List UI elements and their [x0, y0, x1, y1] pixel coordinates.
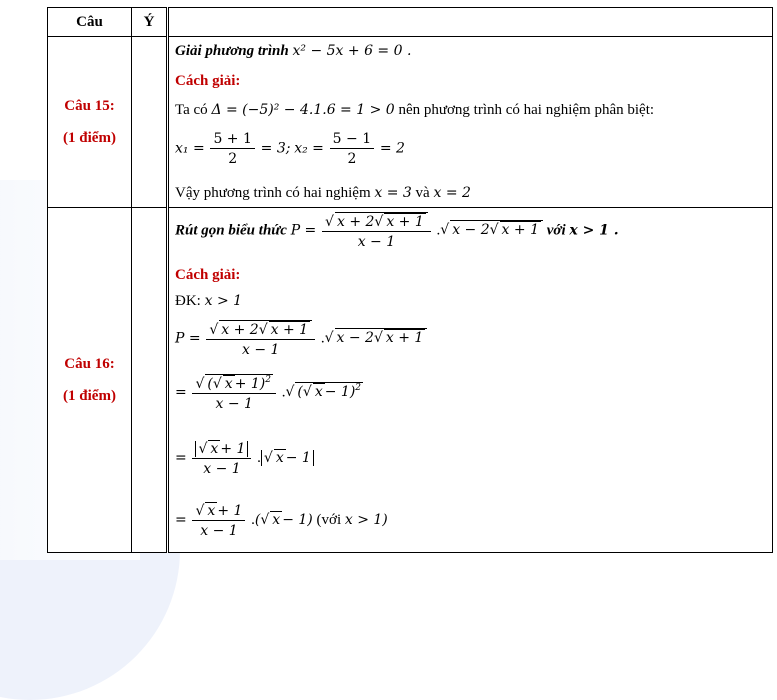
header-row — [48, 8, 773, 37]
q16-dk-condition: x > 1 — [204, 293, 243, 309]
q16-step2-second-root: √ (√ x − 1)$^2$ — [286, 384, 364, 400]
q16-step1-numerator — [206, 320, 315, 340]
question-15-points: (1 điểm) — [63, 130, 116, 146]
q16-step-2 — [175, 368, 772, 434]
question-16-label-cell — [48, 208, 132, 553]
q16-task-second-root — [440, 222, 543, 238]
q16-step1-inner-d: x + 1 — [385, 330, 424, 347]
q16-task-numerator — [322, 212, 431, 232]
q16-step2-dot: . — [281, 384, 286, 401]
q16-task-with: với — [546, 222, 566, 239]
q16-task-inner-b: x + 1 — [386, 214, 424, 230]
q15-line1-suffix: nên phương trình có hai nghiệm phân biệt: — [398, 102, 655, 118]
q16-task-condition: x > 1 . — [569, 222, 619, 239]
question-15-label: Câu 15: — [64, 98, 115, 114]
q16-step3-denominator: x − 1 — [203, 461, 241, 477]
q16-step1-p: P = — [175, 330, 201, 347]
q16-step3-abs — [261, 450, 314, 466]
q16-task-inner-d: x + 1 — [501, 222, 539, 239]
q16-step3-sx: x — [210, 441, 219, 457]
solution-table — [47, 7, 773, 553]
q16-dk-label: ĐK: — [175, 293, 201, 309]
q15-and: và — [415, 185, 430, 201]
question-15-content — [168, 37, 773, 208]
q15-discriminant: Δ = (−5)² − 4.1.6 = 1 > 0 — [211, 102, 395, 118]
q16-step3-numerator — [192, 440, 251, 459]
q15-x2-lhs: x₂ = — [294, 140, 324, 157]
q16-task-dot: . — [436, 222, 441, 239]
q15-x2-denominator: 2 — [347, 151, 357, 167]
q16-task-inner-c: x − 2 — [452, 222, 490, 239]
q16-step3-fraction — [192, 440, 251, 477]
q16-step3-sx-b: x — [275, 449, 284, 466]
q16-method-label: Cách giải: — [175, 267, 241, 283]
q16-step2-minus1: − 1 — [324, 384, 350, 401]
q16-step2-sx-b: x — [314, 384, 323, 401]
question-15-row — [48, 37, 773, 208]
q16-step-3 — [175, 434, 772, 498]
q15-conclusion-text: Vậy phương trình có hai nghiệm — [175, 185, 371, 201]
q16-step1-inner-b: x + 1 — [270, 322, 309, 338]
q15-x2-fraction — [330, 131, 374, 167]
q16-step4-fraction — [192, 502, 245, 539]
q16-step-4 — [175, 498, 772, 552]
question-16-content — [168, 208, 773, 553]
q16-step4-factor: (√ x − 1) — [255, 512, 313, 528]
question-16-part-cell — [132, 208, 168, 553]
q15-x1-lhs: x₁ = — [175, 140, 205, 157]
q16-step2-square-b: 2 — [355, 383, 362, 394]
q16-domain — [175, 288, 772, 314]
q15-task — [175, 43, 772, 67]
q16-step3-dot: . — [257, 449, 261, 466]
q16-step4-sx-b: x — [272, 511, 281, 528]
q16-step2-plus1: + 1 — [234, 376, 260, 392]
q15-x1-fraction — [210, 131, 254, 167]
header-content — [168, 8, 773, 37]
question-16-points: (1 điểm) — [63, 388, 116, 404]
q16-task — [175, 212, 772, 262]
q16-step1-inner-c: x − 2 — [336, 330, 374, 347]
q16-step2-square: 2 — [265, 375, 271, 385]
q16-task-p: P = — [290, 222, 317, 239]
q16-step4-eq: = — [175, 511, 187, 528]
q15-x2-value: = 2 — [379, 140, 405, 157]
header-part: Ý — [132, 8, 168, 37]
header-question: Câu — [48, 8, 132, 37]
q16-step1-inner-a: x + 2 — [221, 322, 259, 338]
q15-root-1: x = 3 — [374, 185, 412, 201]
q16-step2-fraction — [192, 374, 276, 412]
q16-step3-plus1: + 1 — [220, 441, 246, 457]
q16-step1-dot: . — [320, 330, 325, 347]
q15-x2-numerator: 5 − 1 — [330, 131, 374, 149]
q15-roots-line — [175, 125, 772, 181]
q16-step4-condition: x > 1) — [344, 511, 388, 528]
q16-step4-denominator: x − 1 — [200, 523, 238, 539]
q16-step2-numerator: √ (√ x + 1)$^2$ — [192, 374, 276, 394]
q16-step4-dot: . — [251, 511, 255, 528]
q16-step2-sx: x — [224, 376, 233, 392]
q16-step3-eq: = — [175, 449, 187, 466]
q15-discriminant-line — [175, 95, 772, 125]
question-16-label: Câu 16: — [64, 356, 115, 372]
q16-step-1 — [175, 314, 772, 368]
q16-step1-fraction — [206, 320, 315, 358]
q15-x1-value: = 3; — [260, 140, 291, 157]
q16-step2-denominator: x − 1 — [215, 396, 253, 412]
question-15-label-cell — [48, 37, 132, 208]
q16-step3-minus1: − 1 — [285, 449, 311, 466]
q16-task-text: Rút gọn biểu thức — [175, 222, 287, 239]
q15-conclusion — [175, 181, 772, 205]
q16-step1-second-root — [325, 330, 428, 346]
q16-step2-eq: = — [175, 384, 187, 401]
question-15-part-cell — [132, 37, 168, 208]
q15-root-2: x = 2 — [433, 185, 471, 201]
q16-step4-sx: x — [207, 503, 216, 519]
q16-task-denominator: x − 1 — [357, 234, 396, 250]
question-16-row — [48, 208, 773, 553]
q16-task-fraction — [322, 212, 431, 250]
q15-task-equation: x² − 5x + 6 = 0 . — [292, 43, 412, 59]
q15-x1-numerator: 5 + 1 — [210, 131, 254, 149]
q16-step4-numerator — [192, 502, 245, 521]
q16-step4-note: (với — [316, 511, 342, 528]
q15-method-label: Cách giải: — [175, 73, 241, 89]
q16-step1-denominator: x − 1 — [242, 342, 280, 358]
q15-x1-denominator: 2 — [228, 151, 238, 167]
q16-step4-plus1: + 1 — [217, 503, 243, 519]
q15-task-text: Giải phương trình — [175, 43, 289, 59]
q16-step4-minus1: − 1 — [282, 511, 308, 528]
q16-task-inner-a: x + 2 — [336, 214, 375, 230]
q15-line1-prefix: Ta có — [175, 102, 208, 118]
